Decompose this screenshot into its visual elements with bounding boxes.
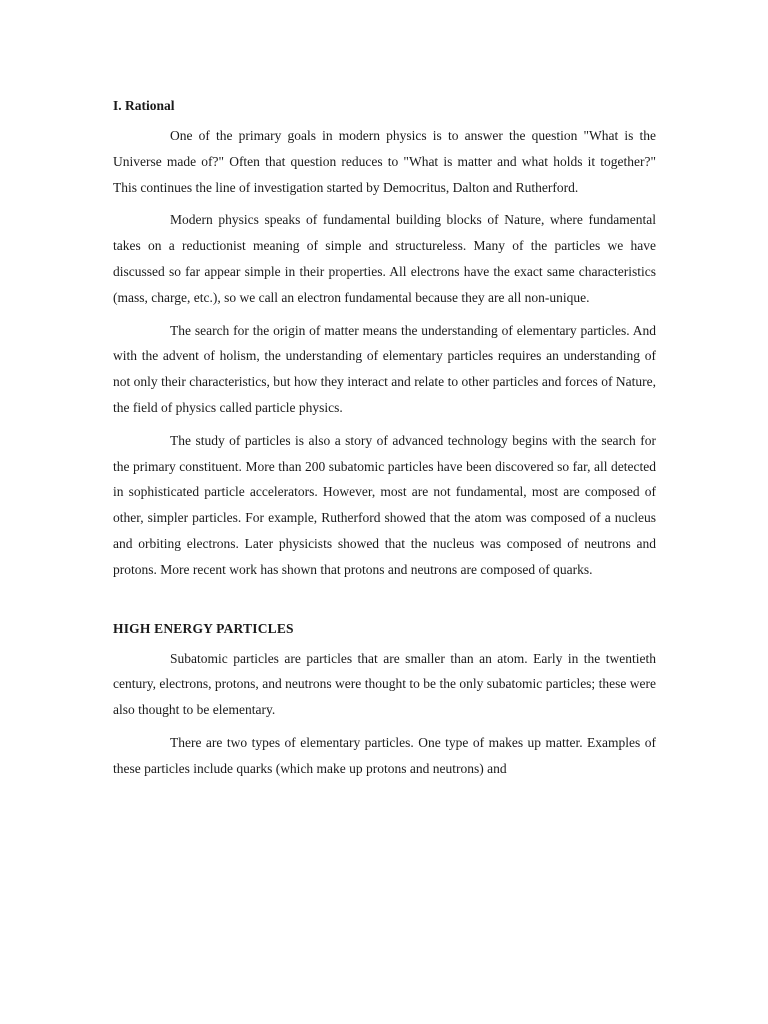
paragraph-subatomic: Subatomic particles are particles that are smaller than an atom. Early in the twentieth century, electrons, protons, and neutrons were thought to be the only subatomic particles; these were also thought to be elementary.: [113, 650, 656, 718]
paragraph-fundamental: Modern physics speaks of fundamental building blocks of Nature, where fundamental takes on a reductionist meaning of simple and structureless. Many of the particles we have discussed so far appear simple in their properties. All electrons have the exact same characteristics (mass, charge, etc.), so we call an electron fundamental because they are all non-unique.: [113, 212, 656, 305]
paragraph-study-of-particles: The study of particles is also a story of advanced technology begins with the search for the primary constituent. More than 200 subatomic particles have been discovered so far, all detected in sophisticated particle accelerators. However, most are not fundamental, most are composed of other, simpler particles. For example, Rutherford showed that the atom was composed of a nucleus and orbiting electrons. Later physicists showed that the nucleus was composed of neutrons and protons. More recent work has shown that protons and neutrons are composed of quarks.: [113, 432, 656, 577]
paragraph-two-types: There are two types of elementary particles. One type of makes up matter. Examples of these particles include quarks (which make up protons and neutrons) and: [113, 734, 656, 776]
section-heading-rational: I. Rational: [113, 98, 175, 113]
paragraph-origin-of-matter: The search for the origin of matter means the understanding of elementary particles. And with the advent of holism, the understanding of elementary particles requires an understanding of not only their characteristics, but how they interact and relate to other particles and forces of Nature, the field of physics called particle physics.: [113, 322, 656, 415]
paragraph-goals: One of the primary goals in modern physics is to answer the question "What is the Universe made of?" Often that question reduces to "What is matter and what holds it together?" This continues the line of investigation started by Democritus, Dalton and Rutherford.: [113, 128, 656, 195]
document-body: [113, 96, 656, 782]
section-heading-high-energy-particles: HIGH ENERGY PARTICLES: [113, 620, 294, 636]
